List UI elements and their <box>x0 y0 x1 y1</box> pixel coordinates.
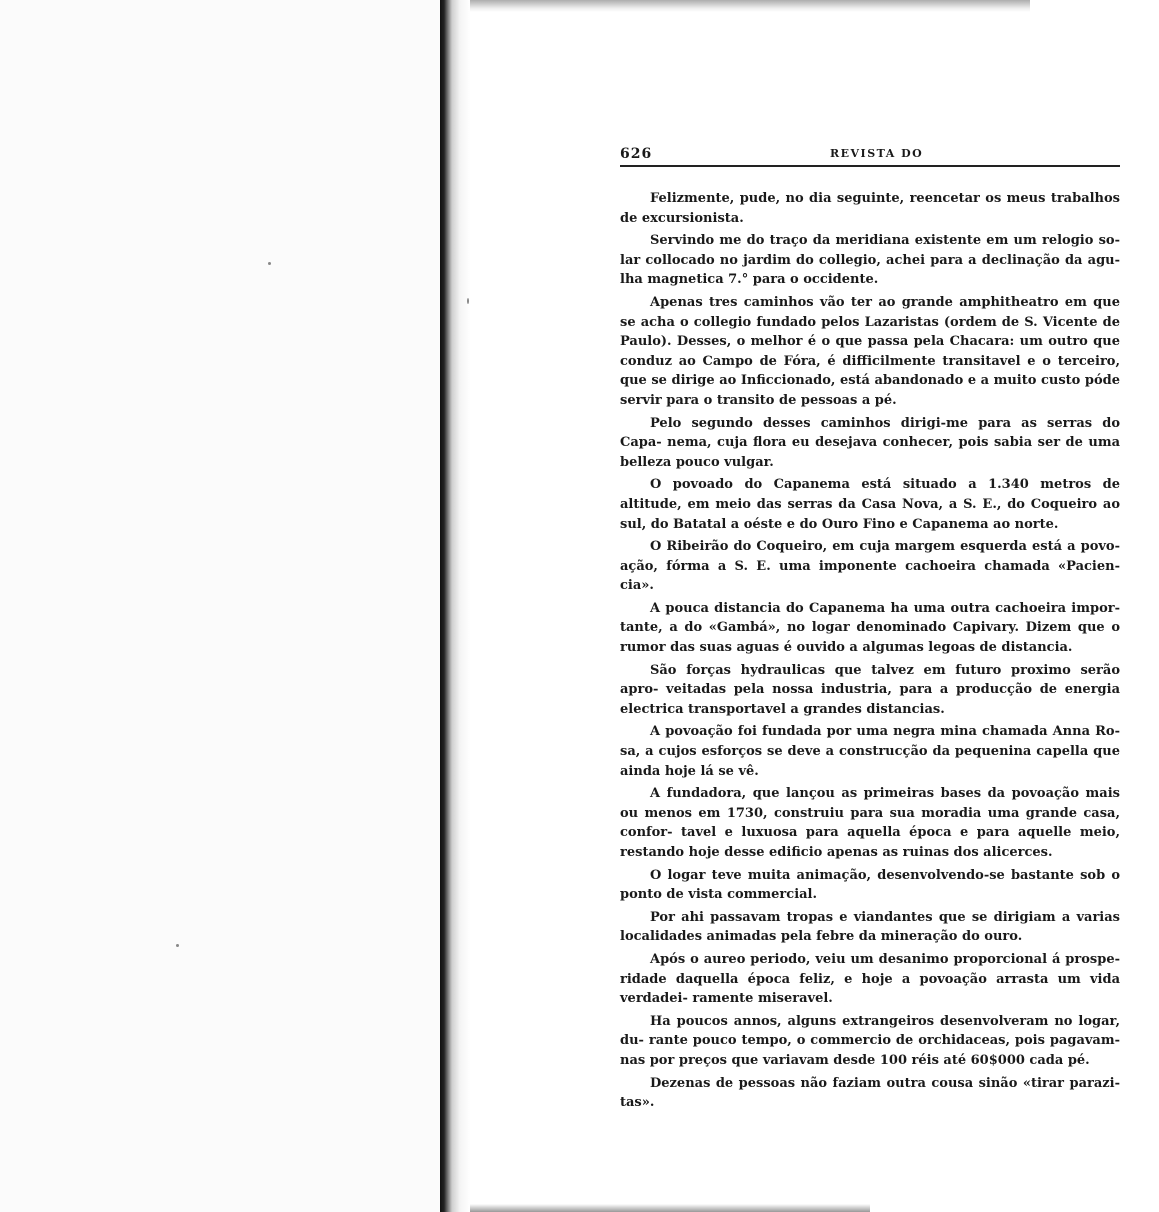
paragraph: Pelo segundo desses caminhos dirigi-me para as serras do Capa- nema, cuja flora eu desejava conhecer, pois sabia ser de uma belleza pouco vulgar. <box>620 415 1120 470</box>
page-edge-shadow-bottom <box>470 1204 870 1212</box>
paragraph: Servindo me do traço da meridiana existente em um relogio so- lar collocado no jardim do collegio, achei para a declinação da agu- lha magnetica 7.° para o occidente. <box>620 233 1120 288</box>
paragraph: A fundadora, que lançou as primeiras bases da povoação mais ou menos em 1730, construiu para sua moradia uma grande casa, confor- tavel e luxuosa para aquella época e para aquelle meio, restando hoje desse edificio apenas as ruinas dos alicerces. <box>620 786 1120 860</box>
page-number: 626 <box>620 146 653 162</box>
paragraph: São forças hydraulicas que talvez em futuro proximo serão apro- veitadas pela nossa industria, para a producção de energia electrica transportavel a grandes distancias. <box>620 662 1120 717</box>
text-page <box>620 140 1120 1116</box>
paper-speck <box>268 262 271 265</box>
paragraph: Felizmente, pude, no dia seguinte, reencetar os meus trabalhos de excursionista. <box>620 191 1120 226</box>
paragraph: O logar teve muita animação, desenvolvendo-se bastante sob o ponto de vista commercial. <box>620 867 1120 903</box>
paragraph: O povoado do Capanema está situado a 1.340 metros de altitude, em meio das serras da Casa Nova, a S. E., do Coqueiro ao sul, do Batatal a oéste e do Ouro Fino e Capanema ao norte. <box>620 477 1120 532</box>
paper-speck <box>467 298 469 304</box>
paper-speck <box>176 944 179 947</box>
paragraph: Por ahi passavam tropas e viandantes que se dirigiam a varias localidades animadas pela febre da mineração do ouro. <box>620 909 1120 945</box>
paragraph: Ha poucos annos, alguns extrangeiros desenvolveram no logar, du- rante pouco tempo, o commercio de orchidaceas, pois pagavam-nas por preços que variavam desde 100 réis até 60$000 cada pé. <box>620 1013 1120 1068</box>
paragraph: Apenas tres caminhos vão ter ao grande amphitheatro em que se acha o collegio fundado pelos Lazaristas (ordem de S. Vicente de Paulo). Desses, o melhor é o que passa pela Chacara: um outro que conduz ao Campo de Fóra, é difficilmente transitavel e o terceiro, que se dirige ao Inficcionado, está abandonado e a muito custo póde servir para o transito de pessoas a pé. <box>620 294 1120 408</box>
paragraph: Após o aureo periodo, veiu um desanimo proporcional á prospe- ridade daquella época feliz, e hoje a povoação arrasta um vida verdadei- ramente miseravel. <box>620 951 1120 1007</box>
page-edge-shadow-top <box>470 0 1030 12</box>
paragraph: Dezenas de pessoas não faziam outra cousa sinão «tirar parazi- tas». <box>620 1075 1120 1111</box>
paragraph: O Ribeirão do Coqueiro, em cuja margem esquerda está a povo- ação, fórma a S. E. uma imponente cachoeira chamada «Pacien- cia». <box>620 539 1120 594</box>
page-header <box>620 140 1120 167</box>
paragraph: A povoação foi fundada por uma negra mina chamada Anna Ro- sa, a cujos esforços se deve a construcção da pequenina capella que ainda hoje lá se vê. <box>620 724 1120 779</box>
book-spine-fold <box>440 0 470 1212</box>
running-title: REVISTA DO <box>830 147 924 160</box>
left-blank-page <box>0 0 440 1212</box>
body-text <box>620 189 1120 1113</box>
paragraph: A pouca distancia do Capanema ha uma outra cachoeira impor- tante, a do «Gambá», no logar denominado Capivary. Dizem que o rumor das suas aguas é ouvido a algumas legoas de distancia. <box>620 600 1120 656</box>
